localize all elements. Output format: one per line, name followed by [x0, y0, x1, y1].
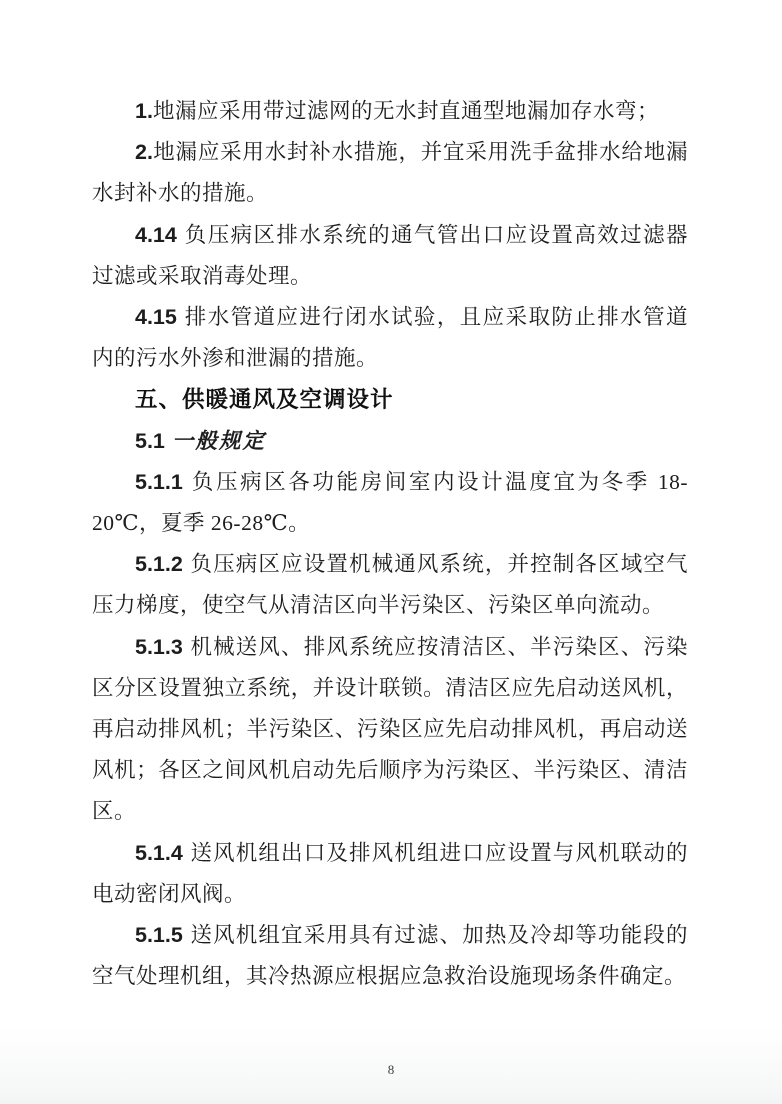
paragraph-text: 负压病区排水系统的通气管出口应设置高效过滤器过滤或采取消毒处理。	[92, 222, 688, 288]
subsection-heading	[92, 421, 688, 462]
paragraph	[92, 544, 688, 626]
clause-number: 4.14	[135, 222, 177, 247]
paragraph-text: 送风机组出口及排风机组进口应设置与风机联动的电动密闭风阀。	[92, 840, 688, 906]
section-heading	[92, 379, 688, 420]
clause-number: 5.1.1	[135, 469, 183, 494]
paragraph	[92, 215, 688, 297]
paragraph	[92, 627, 688, 833]
section-number: 五、	[135, 387, 183, 413]
section-title: 供暖通风及空调设计	[182, 387, 394, 413]
subsection-title: 一般规定	[171, 428, 266, 453]
paragraph-text: 地漏应采用带过滤网的无水封直通型地漏加存水弯；	[152, 99, 659, 123]
paragraph	[92, 915, 688, 997]
paragraph	[92, 132, 688, 214]
list-number: 2.	[135, 140, 153, 165]
clause-number: 5.1.4	[135, 840, 183, 865]
paragraph	[92, 462, 688, 544]
clause-number: 5.1.3	[135, 634, 183, 659]
paragraph	[92, 833, 688, 915]
page-number: 8	[387, 1062, 395, 1077]
list-number: 1.	[135, 99, 153, 123]
subsection-number: 5.1	[135, 428, 165, 453]
paragraph	[92, 297, 688, 379]
document-body	[92, 91, 688, 997]
paragraph-text: 负压病区各功能房间室内设计温度宜为冬季 18-20℃，夏季 26-28℃。	[92, 469, 688, 536]
paragraph-text: 负压病区应设置机械通风系统，并控制各区域空气压力梯度，使空气从清洁区向半污染区、污染区单向流动。	[92, 552, 688, 618]
paragraph	[92, 91, 688, 132]
clause-number: 4.15	[135, 305, 177, 330]
clause-number: 5.1.5	[135, 923, 183, 948]
paragraph-text: 送风机组宜采用具有过滤、加热及冷却等功能段的空气处理机组，其冷热源应根据应急救治设施现场条件确定。	[92, 923, 688, 989]
paragraph-text: 地漏应采用水封补水措施，并宜采用洗手盆排水给地漏水封补水的措施。	[92, 140, 688, 206]
paragraph-text: 机械送风、排风系统应按清洁区、半污染区、污染区分区设置独立系统，并设计联锁。清洁区应先启动送风机，再启动排风机；半污染区、污染区应先启动排风机，再启动送风机；各区之间风机启动先后顺序为污染区、半污染区、清洁区。	[92, 634, 688, 824]
paragraph-text: 排水管道应进行闭水试验，且应采取防止排水管道内的污水外渗和泄漏的措施。	[92, 305, 688, 371]
clause-number: 5.1.2	[135, 552, 183, 577]
